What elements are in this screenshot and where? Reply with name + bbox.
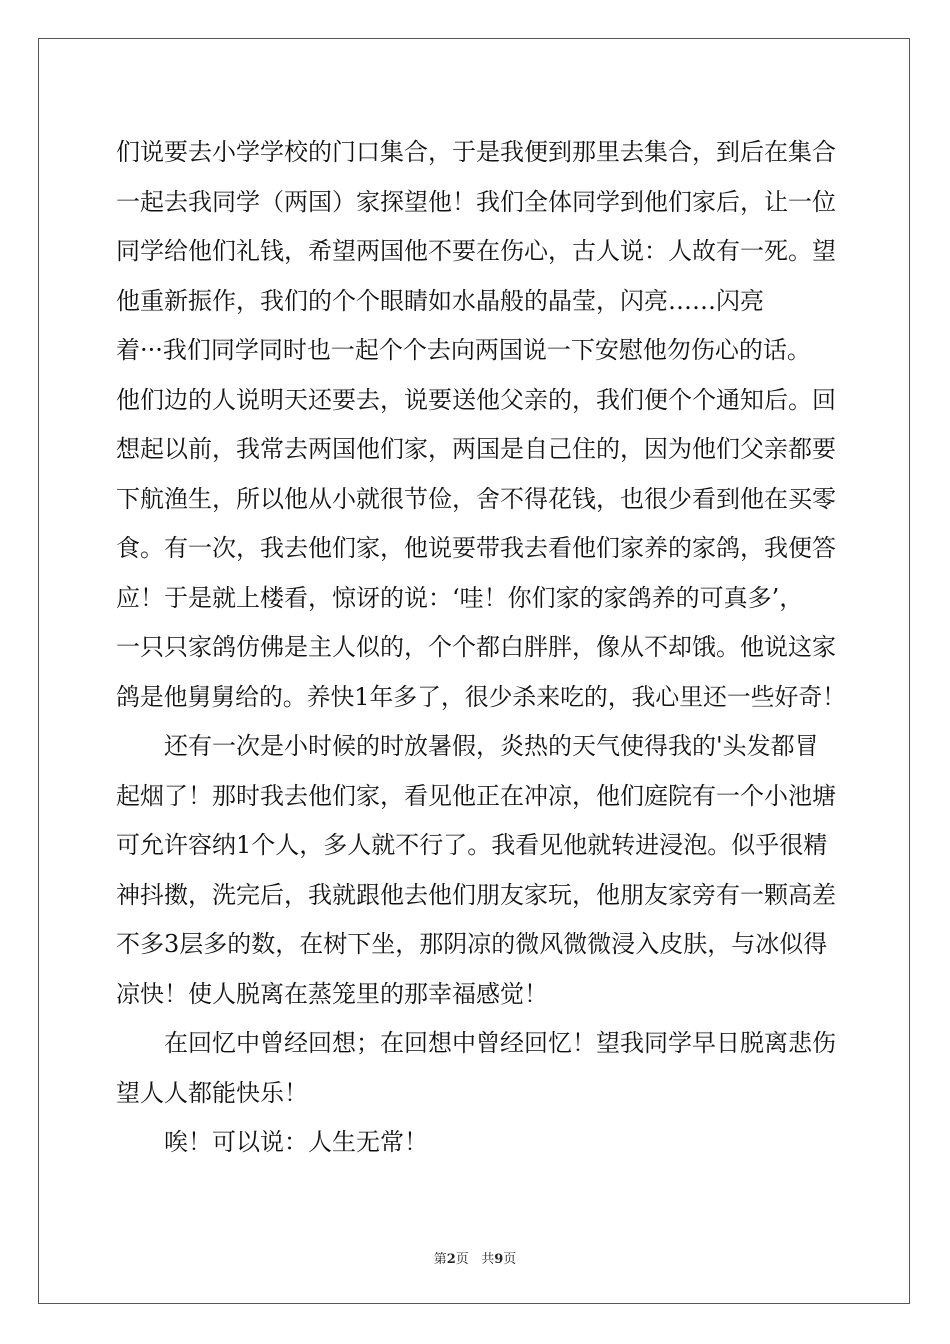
- text-line: 同学给他们礼钱，希望两国他不要在伤心，古人说：人故有一死。望: [116, 237, 836, 265]
- text-line: 还有一次是小时候的时放暑假，炎热的天气使得我的'头发都冒: [164, 732, 819, 760]
- text-line: 可允许容纳1个人，多人就不行了。我看见他就转进浸泡。似乎很精: [116, 831, 828, 859]
- text-line: 想起以前，我常去两国他们家，两国是自己住的，因为他们父亲都要: [116, 435, 836, 463]
- text-line: 他们边的人说明天还要去，说要送他父亲的，我们便个个通知后。回: [116, 385, 836, 414]
- text-line: 食。有一次，我去他们家，他说要带我去看他们家养的家鸽，我便答: [116, 534, 836, 562]
- text-line: 神抖擞，洗完后，我就跟他去他们朋友家玩，他朋友家旁有一颗高差: [116, 880, 836, 909]
- text-line: 在回忆中曾经回想；在回想中曾经回忆！望我同学早日脱离悲伤: [164, 1029, 836, 1057]
- text-line: 下航渔生，所以他从小就很节俭，舍不得花钱，也很少看到他在买零: [116, 484, 836, 513]
- text-line: 一只只家鸽仿佛是主人似的，个个都白胖胖，像从不却饿。他说这家: [116, 633, 836, 661]
- text-line: 唉！可以说：人生无常！: [164, 1128, 428, 1156]
- total-suffix: 页: [503, 1252, 517, 1267]
- total-pages: 9: [494, 1252, 504, 1267]
- total-prefix: 共: [481, 1252, 495, 1267]
- text-line: 起烟了！那时我去他们家，看见他正在冲凉，他们庭院有一个小池塘: [116, 781, 836, 810]
- text-line: 不多3层多的数，在树下坐，那阴凉的微风微微浸入皮肤，与冰似得: [116, 930, 828, 958]
- text-line: 们说要去小学学校的门口集合，于是我便到那里去集合，到后在集合: [116, 138, 836, 166]
- text-line: 鸽是他舅舅给的。养快1年多了，很少杀来吃的，我心里还一些好奇！: [116, 682, 847, 711]
- page-number: 2: [446, 1252, 456, 1267]
- text-line: 一起去我同学（两国）家探望他！我们全体同学到他们家后，让一位: [116, 187, 836, 216]
- document-body: [116, 128, 846, 1168]
- page-suffix: 页: [455, 1252, 469, 1267]
- page-footer: [0, 1248, 950, 1267]
- text-line: 着···我们同学同时也一起个个去向两国说一下安慰他勿伤心的话。: [116, 336, 811, 364]
- text-line: 应！于是就上楼看，惊讶的说：‘哇！你们家的家鸽养的可真多’，: [116, 583, 804, 612]
- text-line: 凉快！使人脱离在蒸笼里的那幸福感觉！: [116, 979, 548, 1008]
- page-prefix: 第: [433, 1252, 447, 1267]
- text-line: 望人人都能快乐！: [116, 1078, 308, 1107]
- text-line: 他重新振作，我们的个个眼睛如水晶般的晶莹，闪亮……闪亮: [116, 286, 764, 315]
